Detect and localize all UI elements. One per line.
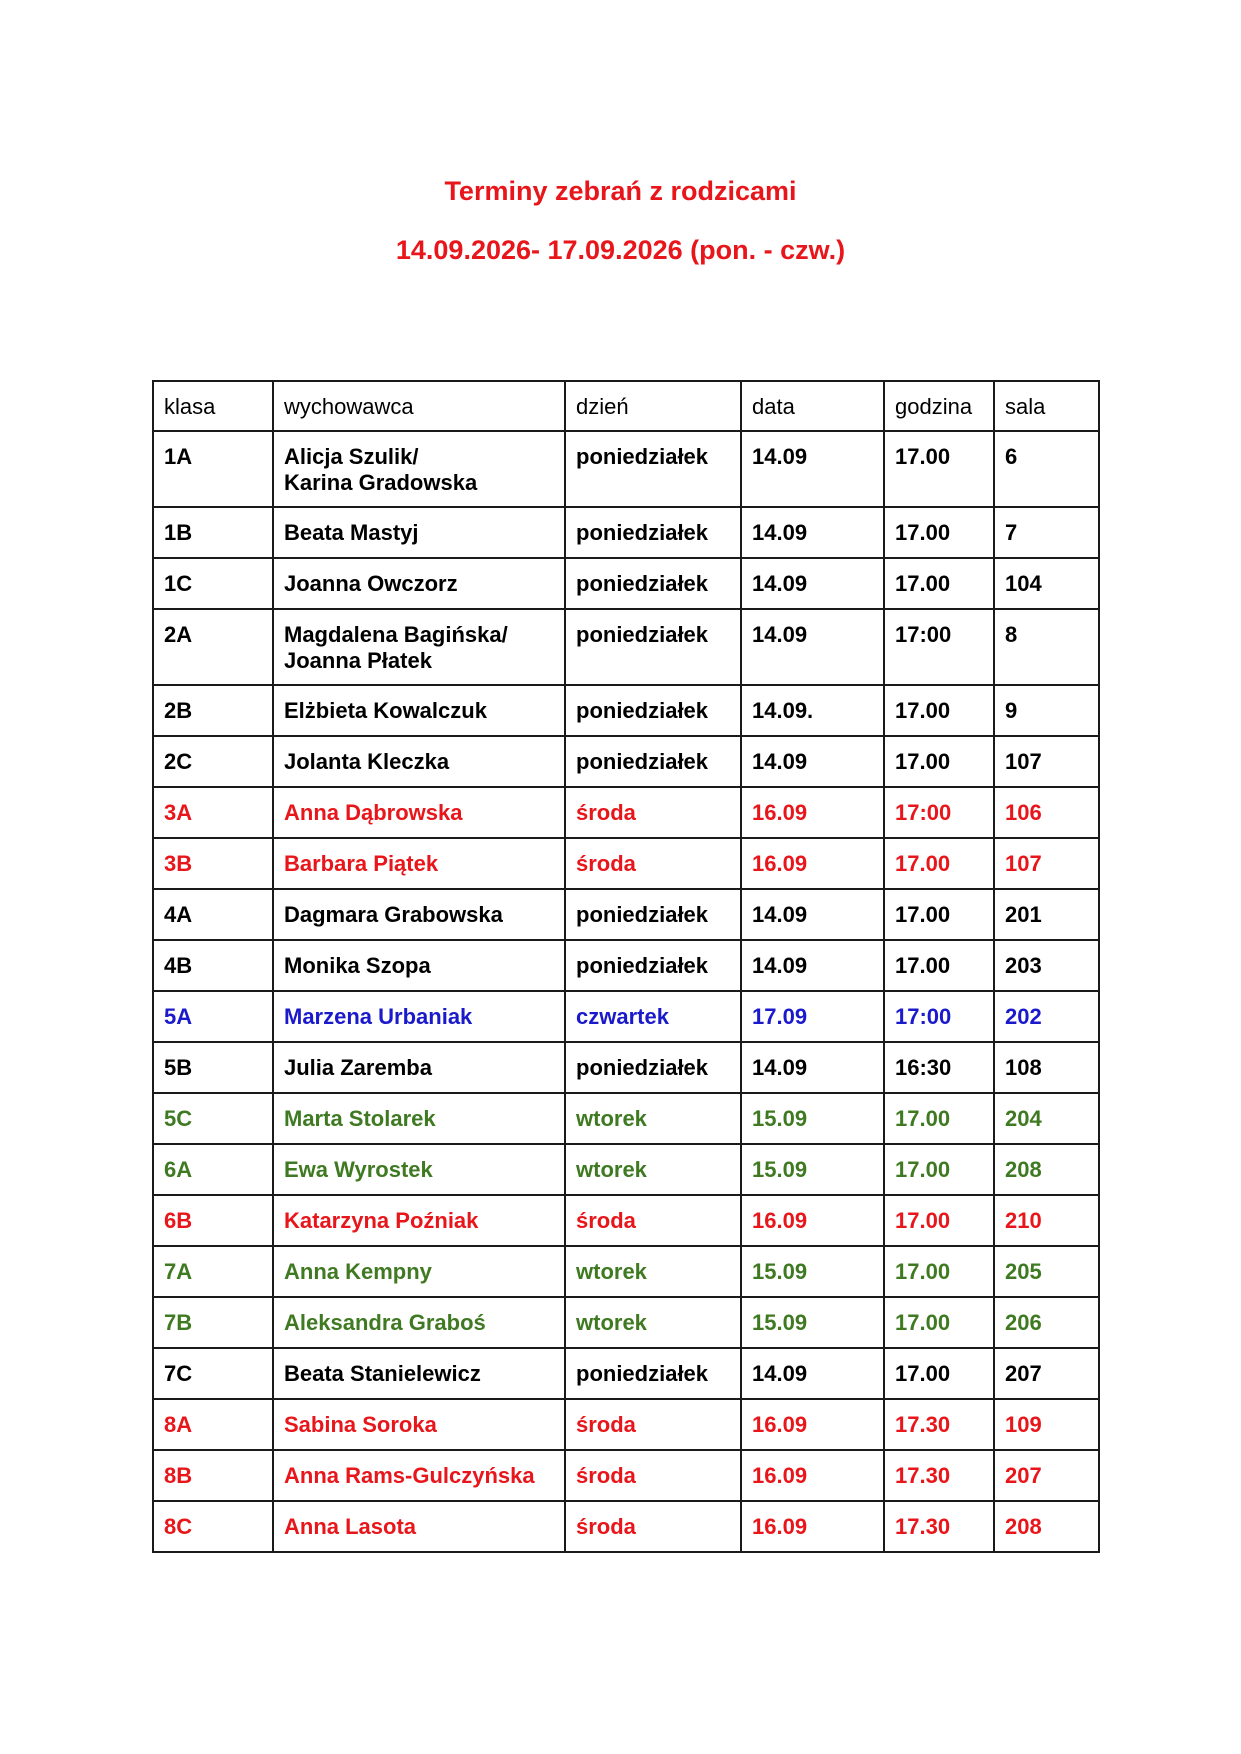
cell-wychowawca xyxy=(273,1195,565,1246)
cell-godzina: 17.00 xyxy=(884,507,994,558)
cell-klasa: 2A xyxy=(153,609,273,685)
cell-sala: 104 xyxy=(994,558,1099,609)
cell-godzina: 17.00 xyxy=(884,838,994,889)
teacher-name: Sabina Soroka xyxy=(284,1412,437,1437)
cell-dzien: czwartek xyxy=(565,991,741,1042)
cell-data: 14.09 xyxy=(741,558,884,609)
cell-wychowawca xyxy=(273,1450,565,1501)
cell-wychowawca xyxy=(273,1246,565,1297)
cell-wychowawca xyxy=(273,1042,565,1093)
cell-data: 14.09 xyxy=(741,507,884,558)
cell-wychowawca xyxy=(273,507,565,558)
teacher-name: Anna Rams-Gulczyńska xyxy=(284,1463,535,1488)
cell-data: 14.09 xyxy=(741,889,884,940)
table-row xyxy=(153,1246,1099,1297)
cell-godzina: 17.30 xyxy=(884,1399,994,1450)
table-row xyxy=(153,940,1099,991)
teacher-name: Monika Szopa xyxy=(284,953,431,978)
table-row xyxy=(153,558,1099,609)
cell-sala: 208 xyxy=(994,1144,1099,1195)
teacher-name: Beata Mastyj xyxy=(284,520,419,545)
cell-sala: 109 xyxy=(994,1399,1099,1450)
teacher-name: Anna Lasota xyxy=(284,1514,417,1539)
cell-klasa: 7C xyxy=(153,1348,273,1399)
teacher-name: Ewa Wyrostek xyxy=(284,1157,433,1182)
table-row xyxy=(153,889,1099,940)
cell-dzien: środa xyxy=(565,838,741,889)
table-row xyxy=(153,1195,1099,1246)
cell-klasa: 8B xyxy=(153,1450,273,1501)
cell-dzien: poniedziałek xyxy=(565,1042,741,1093)
cell-data: 15.09 xyxy=(741,1144,884,1195)
cell-godzina: 17.30 xyxy=(884,1501,994,1552)
teacher-name: Marzena Urbaniak xyxy=(284,1004,473,1029)
cell-klasa: 6A xyxy=(153,1144,273,1195)
cell-godzina: 17.00 xyxy=(884,736,994,787)
table-row xyxy=(153,431,1099,507)
cell-dzien: poniedziałek xyxy=(565,431,741,507)
table-row xyxy=(153,1297,1099,1348)
cell-klasa: 1A xyxy=(153,431,273,507)
header-dzien: dzień xyxy=(565,381,741,431)
teacher-name: Anna Dąbrowska xyxy=(284,800,463,825)
cell-dzien: środa xyxy=(565,787,741,838)
cell-klasa: 1B xyxy=(153,507,273,558)
cell-dzien: środa xyxy=(565,1501,741,1552)
cell-wychowawca xyxy=(273,889,565,940)
cell-klasa: 8A xyxy=(153,1399,273,1450)
cell-godzina: 17.00 xyxy=(884,1297,994,1348)
cell-godzina: 17.00 xyxy=(884,1144,994,1195)
cell-sala: 107 xyxy=(994,838,1099,889)
cell-godzina: 17.00 xyxy=(884,685,994,736)
teacher-name: Alicja Szulik/ xyxy=(284,444,419,469)
cell-dzien: poniedziałek xyxy=(565,558,741,609)
teacher-name: Beata Stanielewicz xyxy=(284,1361,481,1386)
cell-sala: 203 xyxy=(994,940,1099,991)
cell-dzien: poniedziałek xyxy=(565,736,741,787)
schedule-table xyxy=(152,380,1100,1553)
cell-klasa: 6B xyxy=(153,1195,273,1246)
cell-data: 15.09 xyxy=(741,1246,884,1297)
cell-godzina: 17.00 xyxy=(884,1093,994,1144)
teacher-name: Barbara Piątek xyxy=(284,851,439,876)
cell-wychowawca xyxy=(273,1399,565,1450)
cell-wychowawca xyxy=(273,838,565,889)
cell-data: 14.09 xyxy=(741,431,884,507)
cell-wychowawca xyxy=(273,787,565,838)
cell-godzina: 17.00 xyxy=(884,1195,994,1246)
cell-data: 16.09 xyxy=(741,1399,884,1450)
teacher-name: Karina Gradowska xyxy=(284,470,478,495)
cell-wychowawca xyxy=(273,431,565,507)
table-row xyxy=(153,787,1099,838)
cell-dzien: poniedziałek xyxy=(565,1348,741,1399)
cell-dzien: środa xyxy=(565,1450,741,1501)
table-row xyxy=(153,1399,1099,1450)
cell-godzina: 17.00 xyxy=(884,940,994,991)
cell-wychowawca xyxy=(273,1501,565,1552)
page-title: Terminy zebrań z rodzicami xyxy=(444,176,797,206)
cell-sala: 8 xyxy=(994,609,1099,685)
cell-sala: 202 xyxy=(994,991,1099,1042)
cell-sala: 6 xyxy=(994,431,1099,507)
cell-sala: 201 xyxy=(994,889,1099,940)
teacher-name: Joanna Płatek xyxy=(284,648,432,673)
cell-klasa: 7B xyxy=(153,1297,273,1348)
cell-sala: 207 xyxy=(994,1348,1099,1399)
cell-klasa: 2B xyxy=(153,685,273,736)
cell-data: 16.09 xyxy=(741,787,884,838)
cell-sala: 108 xyxy=(994,1042,1099,1093)
cell-klasa: 4B xyxy=(153,940,273,991)
cell-wychowawca xyxy=(273,685,565,736)
cell-godzina: 17.00 xyxy=(884,1348,994,1399)
teacher-name: Dagmara Grabowska xyxy=(284,902,503,927)
cell-sala: 208 xyxy=(994,1501,1099,1552)
cell-data: 16.09 xyxy=(741,1195,884,1246)
cell-godzina: 17.00 xyxy=(884,1246,994,1297)
teacher-name: Anna Kempny xyxy=(284,1259,432,1284)
cell-wychowawca xyxy=(273,736,565,787)
table-row xyxy=(153,1348,1099,1399)
cell-sala: 204 xyxy=(994,1093,1099,1144)
teacher-name: Aleksandra Graboś xyxy=(284,1310,486,1335)
cell-data: 14.09 xyxy=(741,1348,884,1399)
table-row xyxy=(153,838,1099,889)
table-row xyxy=(153,1501,1099,1552)
cell-data: 16.09 xyxy=(741,1450,884,1501)
cell-data: 14.09 xyxy=(741,940,884,991)
cell-klasa: 5B xyxy=(153,1042,273,1093)
cell-dzien: wtorek xyxy=(565,1093,741,1144)
cell-sala: 107 xyxy=(994,736,1099,787)
cell-dzien: poniedziałek xyxy=(565,507,741,558)
teacher-name: Marta Stolarek xyxy=(284,1106,436,1131)
cell-wychowawca xyxy=(273,1297,565,1348)
table-body xyxy=(153,431,1099,1552)
cell-dzien: środa xyxy=(565,1399,741,1450)
cell-sala: 206 xyxy=(994,1297,1099,1348)
cell-klasa: 2C xyxy=(153,736,273,787)
table-row xyxy=(153,1144,1099,1195)
cell-sala: 205 xyxy=(994,1246,1099,1297)
cell-wychowawca xyxy=(273,1348,565,1399)
teacher-name: Julia Zaremba xyxy=(284,1055,432,1080)
cell-godzina: 17.00 xyxy=(884,431,994,507)
cell-sala: 207 xyxy=(994,1450,1099,1501)
header-data: data xyxy=(741,381,884,431)
teacher-name: Magdalena Bagińska/ xyxy=(284,622,508,647)
cell-dzien: środa xyxy=(565,1195,741,1246)
cell-klasa: 8C xyxy=(153,1501,273,1552)
cell-godzina: 17:00 xyxy=(884,991,994,1042)
header-godzina: godzina xyxy=(884,381,994,431)
cell-data: 14.09 xyxy=(741,736,884,787)
teacher-name: Jolanta Kleczka xyxy=(284,749,450,774)
cell-godzina: 17.00 xyxy=(884,558,994,609)
cell-klasa: 7A xyxy=(153,1246,273,1297)
teacher-name: Katarzyna Poźniak xyxy=(284,1208,479,1233)
table-row xyxy=(153,1093,1099,1144)
table-row xyxy=(153,609,1099,685)
table-row xyxy=(153,507,1099,558)
cell-data: 15.09 xyxy=(741,1093,884,1144)
cell-dzien: wtorek xyxy=(565,1144,741,1195)
cell-sala: 106 xyxy=(994,787,1099,838)
cell-godzina: 17.00 xyxy=(884,889,994,940)
cell-klasa: 4A xyxy=(153,889,273,940)
cell-sala: 7 xyxy=(994,507,1099,558)
table-header-row xyxy=(153,381,1099,431)
cell-wychowawca xyxy=(273,1093,565,1144)
cell-data: 16.09 xyxy=(741,1501,884,1552)
cell-godzina: 16:30 xyxy=(884,1042,994,1093)
cell-dzien: poniedziałek xyxy=(565,940,741,991)
cell-wychowawca xyxy=(273,558,565,609)
cell-data: 17.09 xyxy=(741,991,884,1042)
header-sala: sala xyxy=(994,381,1099,431)
cell-klasa: 3A xyxy=(153,787,273,838)
header-klasa: klasa xyxy=(153,381,273,431)
table-row xyxy=(153,736,1099,787)
cell-wychowawca xyxy=(273,940,565,991)
table-row xyxy=(153,1042,1099,1093)
teacher-name: Elżbieta Kowalczuk xyxy=(284,698,487,723)
cell-godzina: 17:00 xyxy=(884,787,994,838)
cell-data: 14.09 xyxy=(741,1042,884,1093)
page-subtitle: 14.09.2026- 17.09.2026 (pon. - czw.) xyxy=(395,235,846,265)
cell-wychowawca xyxy=(273,991,565,1042)
cell-sala: 9 xyxy=(994,685,1099,736)
cell-data: 16.09 xyxy=(741,838,884,889)
cell-godzina: 17:00 xyxy=(884,609,994,685)
cell-dzien: poniedziałek xyxy=(565,889,741,940)
cell-data: 14.09 xyxy=(741,609,884,685)
cell-dzien: poniedziałek xyxy=(565,609,741,685)
cell-klasa: 3B xyxy=(153,838,273,889)
header-wychowawca: wychowawca xyxy=(273,381,565,431)
cell-dzien: wtorek xyxy=(565,1297,741,1348)
cell-klasa: 5A xyxy=(153,991,273,1042)
cell-klasa: 5C xyxy=(153,1093,273,1144)
table-row xyxy=(153,1450,1099,1501)
cell-data: 14.09. xyxy=(741,685,884,736)
cell-dzien: poniedziałek xyxy=(565,685,741,736)
cell-dzien: wtorek xyxy=(565,1246,741,1297)
cell-klasa: 1C xyxy=(153,558,273,609)
table-row xyxy=(153,685,1099,736)
cell-wychowawca xyxy=(273,1144,565,1195)
cell-data: 15.09 xyxy=(741,1297,884,1348)
cell-sala: 210 xyxy=(994,1195,1099,1246)
cell-godzina: 17.30 xyxy=(884,1450,994,1501)
cell-wychowawca xyxy=(273,609,565,685)
teacher-name: Joanna Owczorz xyxy=(284,571,458,596)
table-row xyxy=(153,991,1099,1042)
